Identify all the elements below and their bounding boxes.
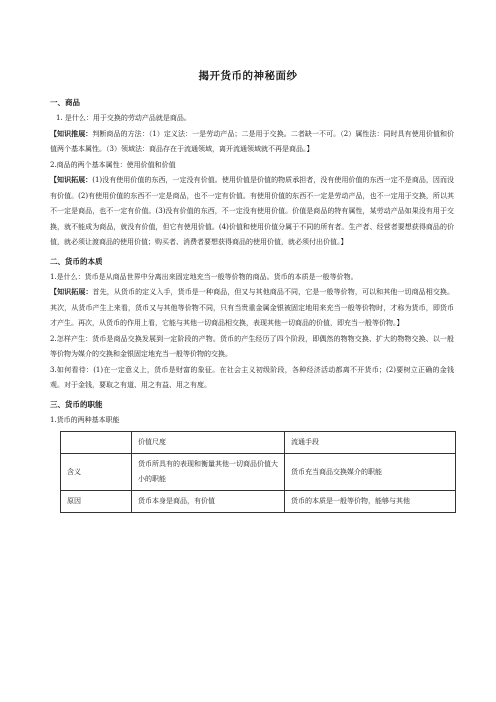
section-heading-money-functions: 三、货币的职能	[50, 399, 103, 409]
paragraph: 1.是什么：货币是从商品世界中分离出来固定地充当一般等价物的商品。货币的本质是一般等价物。	[50, 272, 358, 281]
table-row-label: 原因	[61, 491, 132, 513]
page-title: 揭开货币的神秘面纱	[198, 70, 298, 82]
table-header-cell	[61, 432, 132, 454]
functions-table	[60, 431, 456, 513]
document-body	[50, 92, 454, 513]
table-row	[61, 491, 456, 513]
note-label: 【知识拓展：	[50, 288, 93, 296]
table-row-label: 含义	[61, 454, 132, 491]
note-text: 判断商品的方法：（1）定义法：一是劳动产品；二是用于交换。二者缺一不可。（2）属性法：同时具有使用价值和价值两个基本属性。（3）领域法：商品存在于流通领域，离开流通领域就不再是商品。】	[50, 129, 455, 153]
paragraph: 2.商品的两个基本属性：使用价值和价值	[50, 160, 176, 169]
knowledge-note	[50, 127, 454, 158]
knowledge-note	[50, 285, 454, 332]
paragraph: 1. 是什么：用于交换的劳动产品就是商品。	[56, 114, 191, 122]
knowledge-note	[50, 173, 454, 251]
table-cell: 货币所具有的表现和衡量其他一切商品价值大小的职能	[132, 454, 285, 491]
note-label: 【知识推展：	[50, 129, 93, 138]
table-header-cell: 价值尺度	[132, 432, 285, 454]
table-cell: 货币本身是商品，有价值	[132, 491, 285, 513]
table-header-cell: 流通手段	[285, 432, 456, 454]
table-header-row	[61, 432, 456, 454]
paragraph: 1.货币的两种基本职能	[50, 415, 120, 424]
note-text: 首先，从货币的定义入手，货币是一种商品，但又与其他商品不同，它是一般等价物，可以和其他一切商品相交换。其次，从货币产生上来看，货币又与其他等价物不同，只有当贵重金属金银被固定地用来充当一般等价物时，才称为货币，即货币才产生。再次，从货币的作用上看，它能与其他一切商品相交换，表现其他一切商品的价值，即充当一般等价物。】	[50, 288, 455, 327]
section-heading-money-essence: 二、货币的本质	[50, 256, 103, 266]
note-label: 【知识拓展：	[50, 176, 93, 184]
table-cell: 货币的本质是一般等价物，能够与其他	[285, 491, 456, 513]
table-row	[61, 454, 456, 491]
paragraph: 3.如何看待：(1)在一定意义上，货币是财富的象征。在社会主义初级阶段，各种经济活动都离不开货币；(2)要树立正确的金钱观。对于金钱，要取之有道、用之有益、用之有度。	[50, 365, 454, 389]
section-heading-commodity: 一、商品	[50, 98, 80, 107]
note-text: (1)没有使用价值的东西，一定没有价值。使用价值是价值的物质承担者，没有使用价值的东西一定不是商品，因而没有价值。(2)有使用价值的东西不一定是商品，也不一定有价值。有使用价值的东西不一定是劳动产品，也不一定用于交换，所以其不一定是商品，也不一定有价值。(3)没有价值的东西，不一定没有使用价值。价值是商品的特有属性，某劳动产品如果没有用于交换，就不能成为商品，就没有价值，但它有使用价值。(4)价值和使用价值分属于不同的所有者。生产者、经营者要想获得商品的价值，就必须让渡商品的使用价值；购买者、消费者要想获得商品的使用价值，就必须付出价值。】	[50, 176, 455, 246]
paragraph: 2.怎样产生：货币是商品交换发展到一定阶段的产物。货币的产生经历了四个阶段，即偶然的物物交换、扩大的物物交换、以一般等价物为媒介的交换和金银固定地充当一般等价物的交换。	[50, 334, 454, 358]
table-cell: 货币充当商品交换媒介的职能	[285, 454, 456, 491]
